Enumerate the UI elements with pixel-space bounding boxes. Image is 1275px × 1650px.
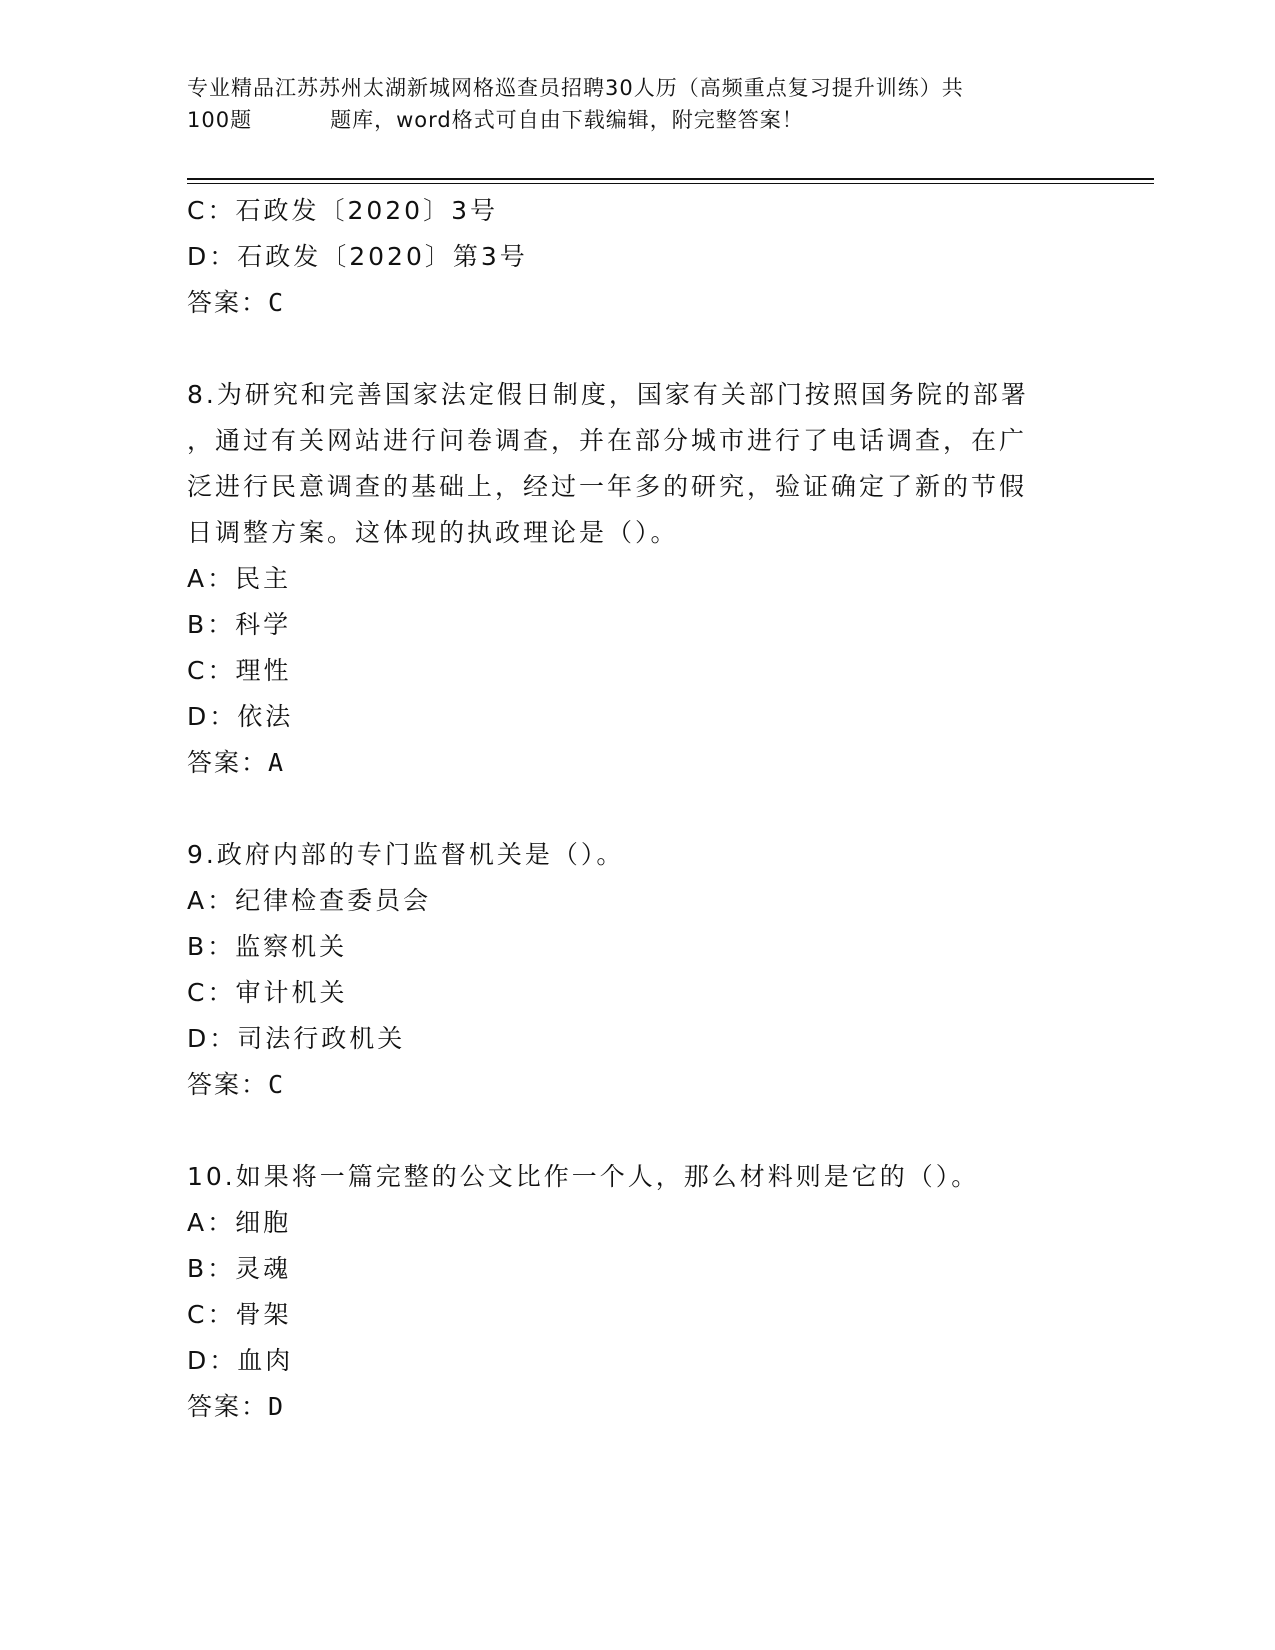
answer-value: D [268, 1392, 286, 1421]
header-divider-thin [187, 183, 1154, 184]
header-title-line-1: 专业精品江苏苏州太湖新城网格巡查员招聘30人历（高频重点复习提升训练）共 [187, 76, 964, 100]
option-d: D：司法行政机关 [187, 1024, 406, 1053]
option-a: A：纪律检查委员会 [187, 886, 432, 915]
option-c: C：石政发〔2020〕3号 [187, 196, 498, 225]
document-body [187, 188, 1087, 1430]
answer-value: A [268, 748, 286, 777]
header-subtitle: 题库，word格式可自由下载编辑，附完整答案！ [330, 108, 804, 132]
answer-label: 答案： [187, 1070, 269, 1099]
question-9-stem: 9.政府内部的专门监督机关是（）。 [187, 840, 625, 869]
option-d: D：血肉 [187, 1346, 294, 1375]
answer-line [187, 280, 1087, 326]
question-10-stem: 10.如果将一篇完整的公文比作一个人，那么材料则是它的（）。 [187, 1162, 980, 1191]
document-header [187, 72, 1087, 136]
option-d: D：石政发〔2020〕第3号 [187, 242, 528, 271]
header-title-line-2 [187, 104, 1087, 136]
answer-value: C [268, 1070, 286, 1099]
answer-line [187, 1062, 1087, 1108]
answer-value: C [268, 288, 286, 317]
header-divider-thick [187, 178, 1154, 180]
option-c: C：审计机关 [187, 978, 348, 1007]
option-b: B：灵魂 [187, 1254, 292, 1283]
option-b: B：监察机关 [187, 932, 348, 961]
question-stem-line: 8.为研究和完善国家法定假日制度，国家有关部门按照国务院的部署 [187, 380, 1029, 409]
option-c: C：理性 [187, 656, 292, 685]
option-a: A：细胞 [187, 1208, 292, 1237]
question-stem-line: ，通过有关网站进行问卷调查，并在部分城市进行了电话调查，在广 [187, 426, 1028, 455]
header-count: 100题 [187, 108, 253, 132]
answer-label: 答案： [187, 748, 269, 777]
answer-line [187, 740, 1087, 786]
question-stem-line: 日调整方案。这体现的执政理论是（）。 [187, 518, 679, 547]
answer-label: 答案： [187, 1392, 269, 1421]
option-a: A：民主 [187, 564, 292, 593]
answer-line [187, 1384, 1087, 1430]
answer-label: 答案： [187, 288, 269, 317]
question-8-stem [187, 372, 1067, 556]
option-d: D：依法 [187, 702, 294, 731]
option-c: C：骨架 [187, 1300, 292, 1329]
option-b: B：科学 [187, 610, 292, 639]
question-stem-line: 泛进行民意调查的基础上，经过一年多的研究，验证确定了新的节假 [187, 472, 1028, 501]
